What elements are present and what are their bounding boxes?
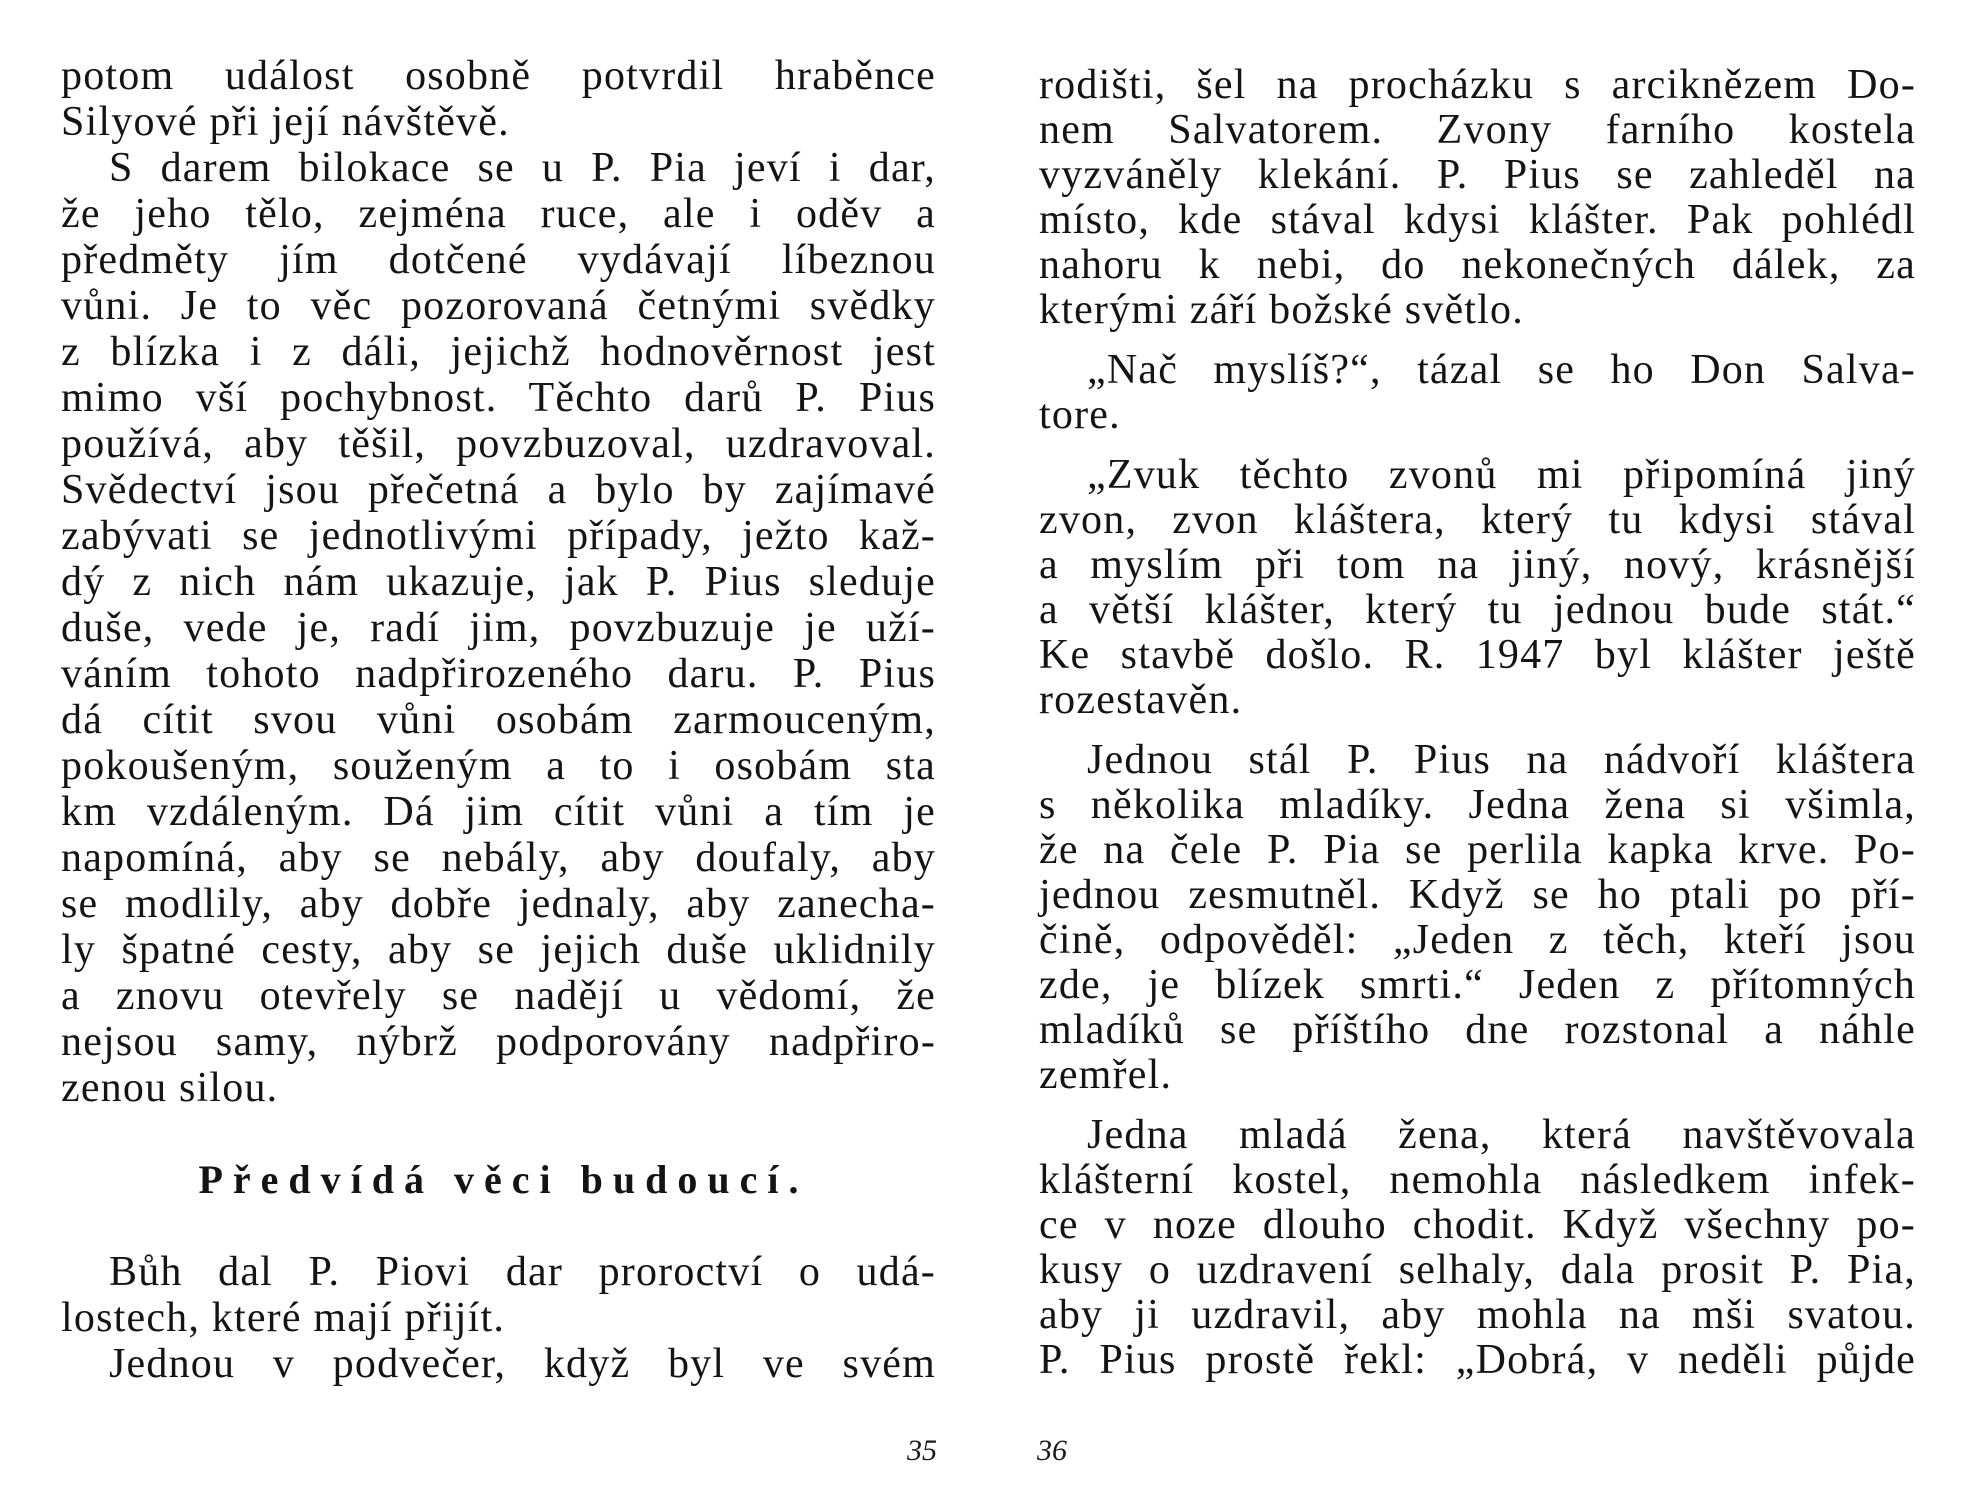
text-line: že na čele P. Pia se perlila kapka krve. Po- [1039, 827, 1916, 873]
text-line: a větší klášter, který tu jednou bude stát.“ [1039, 587, 1916, 633]
text-line: zvon, zvon kláštera, který tu kdysi stával [1039, 497, 1916, 543]
text-line: Jedna mladá žena, která navštěvovala [1087, 1112, 1916, 1158]
paragraph [1039, 348, 1916, 438]
text-line: váním tohoto nadpřirozeného daru. P. Pius [61, 651, 936, 697]
paragraph [61, 53, 936, 145]
text-line: rozestavěn. [1039, 677, 1243, 723]
text-line: nahoru k nebi, do nekonečných dálek, za [1039, 242, 1916, 288]
text-line: Bůh dal P. Piovi dar proroctví o udá- [109, 1249, 936, 1295]
text-line: zenou silou. [61, 1065, 279, 1111]
text-line: Jednou stál P. Pius na nádvoří kláštera [1087, 737, 1916, 783]
text-line: mladíků se příštího dne rozstonal a náhle [1039, 1007, 1916, 1053]
text-line: nejsou samy, nýbrž podporovány nadpřiro- [61, 1019, 936, 1065]
text-line: a znovu otevřely se nadějí u vědomí, že [61, 973, 936, 1019]
text-line: s několika mladíky. Jedna žena si všimla, [1039, 782, 1916, 828]
text-line: zemřel. [1039, 1052, 1173, 1098]
paragraph [1039, 738, 1916, 1098]
paragraph [61, 145, 936, 1111]
text-line: aby ji uzdravil, aby mohla na mši svatou. [1039, 1292, 1916, 1338]
paragraph [61, 1341, 936, 1387]
text-line: zde, je blízek smrti.“ Jeden z přítomných [1039, 962, 1916, 1008]
paragraph [1039, 1113, 1916, 1383]
text-line: Ke stavbě došlo. R. 1947 byl klášter ještě [1039, 632, 1916, 678]
paragraph [61, 1249, 936, 1341]
text-line: a myslím při tom na jiný, nový, krásnější [1039, 542, 1916, 588]
right-page-body [1039, 63, 1916, 1383]
text-line: Svědectví jsou přečetná a bylo by zajímavé [61, 467, 936, 513]
text-line: ly špatné cesty, aby se jejich duše uklidnily [61, 927, 936, 973]
text-line: napomíná, aby se nebály, aby doufaly, aby [61, 835, 936, 881]
text-line: vůni. Je to věc pozorovaná četnými svědky [61, 283, 936, 329]
text-line: duše, vede je, radí jim, povzbuzuje je uží- [61, 605, 936, 651]
page-number: 36 [1037, 1434, 1067, 1467]
text-line: potom událost osobně potvrdil hraběnce [61, 53, 936, 99]
text-line: zabývati se jednotlivými případy, ježto kaž- [61, 513, 936, 559]
text-line: vyzváněly klekání. P. Pius se zahleděl na [1039, 152, 1916, 198]
left-page-body [61, 53, 936, 1111]
paragraph [1039, 63, 1916, 333]
text-line: tore. [1039, 392, 1121, 438]
left-page-section-body [61, 1249, 936, 1387]
text-line: dý z nich nám ukazuje, jak P. Pius sleduje [61, 559, 936, 605]
text-line: km vzdáleným. Dá jim cítit vůni a tím je [61, 789, 936, 835]
text-line: z blízka i z dáli, jejichž hodnověrnost jest [61, 329, 936, 375]
text-line: rodišti, šel na procházku s arciknězem Do- [1039, 62, 1916, 108]
text-line: P. Pius prostě řekl: „Dobrá, v neděli půjde [1039, 1337, 1916, 1383]
text-line: mimo vší pochybnost. Těchto darů P. Pius [61, 375, 936, 421]
text-line: používá, aby těšil, povzbuzoval, uzdravoval. [61, 421, 936, 467]
text-line: ce v noze dlouho chodit. Když všechny po- [1039, 1202, 1916, 1248]
text-line: kusy o uzdravení selhaly, dala prosit P. Pia, [1039, 1247, 1916, 1293]
section-heading: Předvídá věci budoucí. [198, 1157, 809, 1202]
text-line: klášterní kostel, nemohla následkem infek- [1039, 1157, 1916, 1203]
text-line: Silyové při její návštěvě. [61, 99, 510, 145]
right-page [1039, 0, 1916, 1500]
text-line: dá cítit svou vůni osobám zarmouceným, [61, 697, 936, 743]
text-line: předměty jím dotčené vydávají líbeznou [61, 237, 936, 283]
paragraph [1039, 453, 1916, 723]
page-number: 35 [907, 1434, 937, 1467]
text-line: lostech, které mají přijít. [61, 1295, 506, 1341]
text-line: jednou zesmutněl. Když se ho ptali po pří- [1039, 872, 1916, 918]
text-line: že jeho tělo, zejména ruce, ale i oděv a [61, 191, 936, 237]
text-line: se modlily, aby dobře jednaly, aby zanecha- [61, 881, 936, 927]
text-line: S darem bilokace se u P. Pia jeví i dar, [109, 145, 936, 191]
text-line: „Nač myslíš?“, tázal se ho Don Salva- [1087, 347, 1916, 393]
text-line: Jednou v podvečer, když byl ve svém [109, 1341, 936, 1387]
text-line: pokoušeným, souženým a to i osobám sta [61, 743, 936, 789]
text-line: čině, odpověděl: „Jeden z těch, kteří jsou [1039, 917, 1916, 963]
text-line: nem Salvatorem. Zvony farního kostela [1039, 107, 1916, 153]
left-page [61, 0, 936, 1500]
text-line: „Zvuk těchto zvonů mi připomíná jiný [1087, 452, 1916, 498]
text-line: místo, kde stával kdysi klášter. Pak pohlédl [1039, 197, 1916, 243]
text-line: kterými září božské světlo. [1039, 287, 1524, 333]
